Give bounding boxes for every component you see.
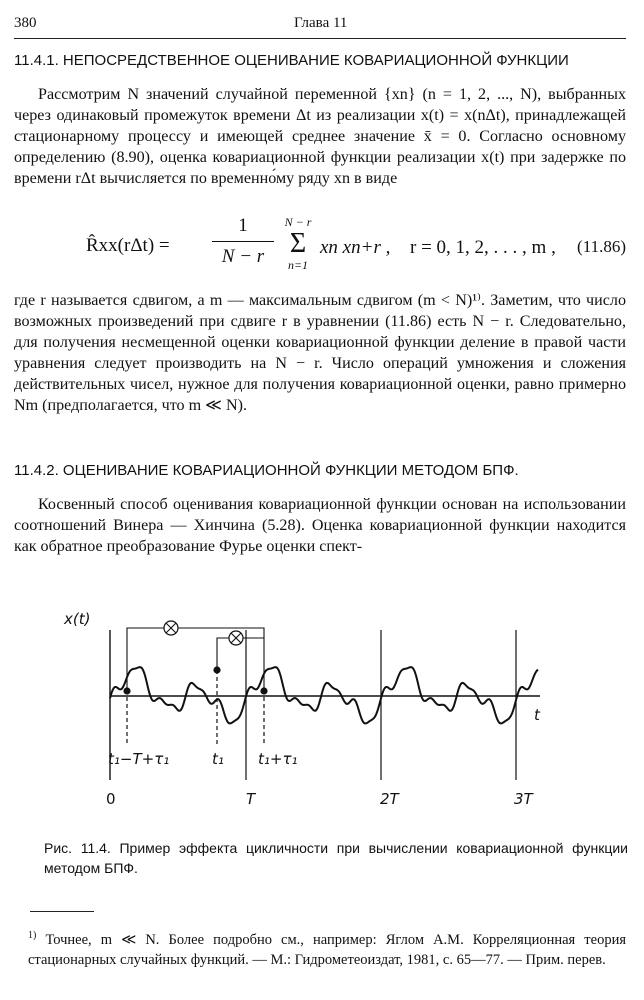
header-rule [14,38,626,39]
fraction-denominator: N − r [221,246,265,267]
figure-caption: Рис. 11.4. Пример эффекта цикличности при вычислении ковариационной функции методом БПФ. [44,840,628,876]
paragraph-shift-text: где r называется сдвигом, а m — максимальным сдвигом (m < N)¹⁾. Заметим, что число возможных произведений при сдвиге r в уравнении (11.86) есть N − r. Следовательно, для получения несмещенной оценки ковариационной функции деление в правой части уравнения следует производить на N − r. Число операций умножения и сложения действительных чисел, нужное для получения ковариационной оценки, равно примерно Nm (предполагается, что m ≪ N). [14,292,626,414]
sum-upper-limit: N − r [284,215,312,229]
figure-11-4 [50,604,610,814]
sum-symbol: Σ [289,228,307,259]
paragraph-fft [14,494,626,557]
sample-point [123,687,130,694]
fraction-numerator: 1 [238,215,248,236]
footnote [28,926,626,970]
origin-label: 0 [106,790,116,808]
marker-label-t1: t₁ [212,750,224,768]
page-number: 380 [14,15,37,31]
equation-lhs: R̂xx(rΔt) = [86,235,170,256]
equation-number: (11.86) [577,237,626,256]
sample-point [213,666,220,673]
figure-x-label: t [534,706,540,724]
sample-point [260,687,267,694]
marker-label-t1-T-tau1: t₁−T+τ₁ [108,750,170,768]
figure-y-label: x(t) [64,610,91,628]
paragraph-fft-text: Косвенный способ оценивания ковариационной функции основан на использовании соотношений Винера — Хинчина (5.28). Оценка ковариационной функции находится как обратное преобразование Фурье оценки спект- [14,496,626,555]
section-title-11-4-2: 11.4.2. ОЦЕНИВАНИЕ КОВАРИАЦИОННОЙ ФУНКЦИИ МЕТОДОМ БПФ. [14,462,519,479]
multiplier-icon [229,631,243,645]
multiplier-icon [164,621,178,635]
equation-fraction [212,215,274,268]
sum-term: xn xn+r , [320,237,391,258]
marker-label-t1-tau1: t₁+τ₁ [258,750,298,768]
chapter-title: Глава 11 [294,15,348,31]
footnote-text: Точнее, m ≪ N. Более подробно см., например: Яглом А.М. Корреляционная теория стационарных случайных функций. — М.: Гидрометеоиздат, 1981, с. 65—77. — Прим. перев. [28,931,627,968]
footnote-rule [30,911,94,912]
tick-label-T: T [246,790,256,808]
paragraph-shift [14,290,626,416]
equation-range: r = 0, 1, 2, . . . , m , [410,237,556,258]
signal-waveform [110,667,538,723]
sum-lower-limit: n=1 [287,258,309,272]
paragraph-intro [14,84,626,189]
tick-label-3T: 3T [514,790,533,808]
fraction-bar [212,241,274,242]
paragraph-intro-text: Рассмотрим N значений случайной переменной {xn} (n = 1, 2, ..., N), выбранных через одинаковый промежуток времени Δt из реализации x(t) = x(nΔt), принадлежащей стационарному процессу и имеющей среднее значение x̄ = 0. Согласно основному определению (8.90), оценка ковариационной функции реализации x(t) при задержке по времени rΔt вычисляется по временно́му ряду xn в виде [14,86,626,187]
footnote-marker: 1) [28,930,37,941]
summation [278,215,318,273]
tick-label-2T: 2T [380,790,399,808]
equation-11-86 [14,215,626,285]
section-title-11-4-1: 11.4.1. НЕПОСРЕДСТВЕННОЕ ОЦЕНИВАНИЕ КОВАРИАЦИОННОЙ ФУНКЦИИ [14,52,569,69]
